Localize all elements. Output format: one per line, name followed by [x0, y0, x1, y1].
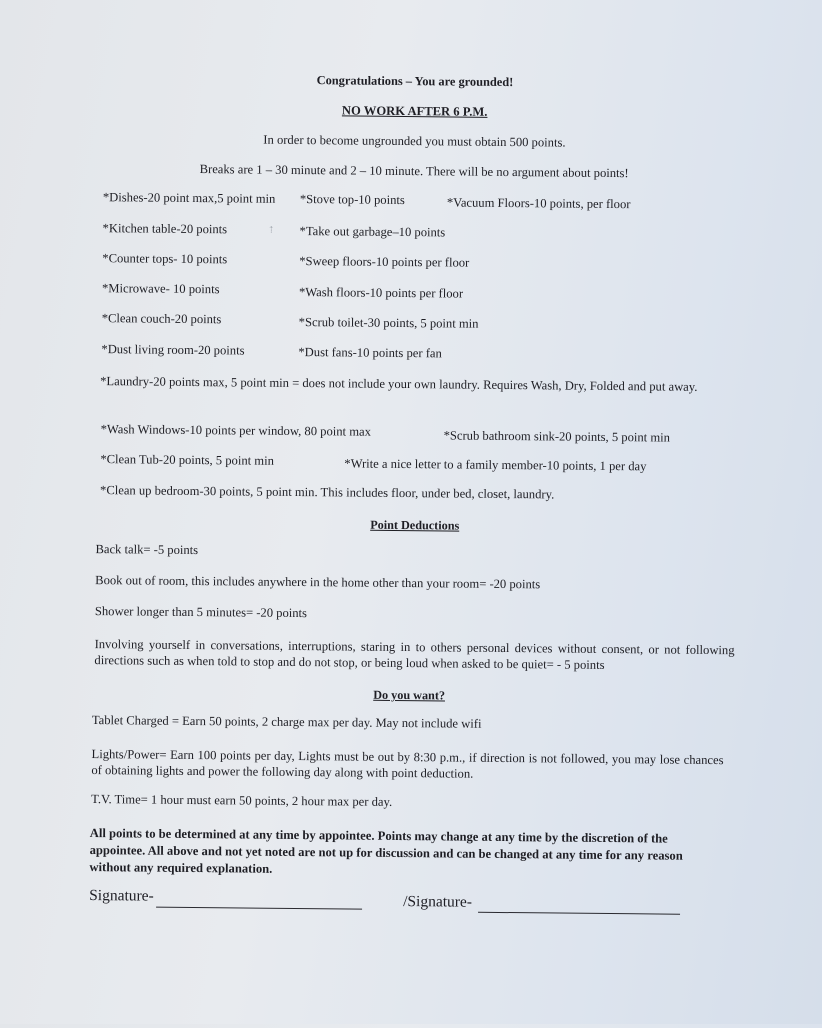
rewards-heading: Do you want? — [373, 687, 446, 703]
smudge-mark: ⇡ — [267, 224, 276, 235]
deduction-out-of-room: Book out of room, this includes anywhere in the home other than your room= -20 points — [95, 573, 541, 592]
deductions-heading: Point Deductions — [370, 517, 460, 533]
deduction-long-shower: Shower longer than 5 minutes= -20 points — [94, 604, 308, 621]
chore-dust-fans: *Dust fans-10 points per fan — [298, 345, 442, 361]
intro-line-1: In order to become ungrounded you must obtain 500 points. — [263, 132, 566, 150]
chore-wash-windows: *Wash Windows-10 points per window, 80 point max — [100, 422, 372, 439]
chore-scrub-toilet: *Scrub toilet-30 points, 5 point min — [298, 315, 479, 331]
chore-dust-living-room: *Dust living room-20 points — [101, 342, 245, 358]
chore-dishes: *Dishes-20 point max,5 point min — [102, 190, 276, 206]
chore-kitchen-table: *Kitchen table-20 points — [102, 221, 228, 237]
document-heading: NO WORK AFTER 6 P.M. — [341, 103, 488, 119]
chore-clean-tub: *Clean Tub-20 points, 5 point min — [100, 452, 274, 468]
intro-line-2: Breaks are 1 – 30 minute and 2 – 10 minute. There will be no argument about points! — [199, 162, 629, 181]
reward-tablet-charged: Tablet Charged = Earn 50 points, 2 charge max per day. May not include wifi — [91, 713, 482, 731]
chore-clean-bedroom: *Clean up bedroom-30 points, 5 point min. This includes floor, under bed, closet, laundry. — [100, 483, 555, 502]
deduction-back-talk: Back talk= -5 points — [95, 542, 199, 558]
chore-sweep-floors: *Sweep floors-10 points per floor — [299, 254, 470, 270]
signature-label-2: /Signature- — [403, 893, 473, 911]
reward-tv-time: T.V. Time= 1 hour must earn 50 points, 2 hour max per day. — [91, 792, 393, 809]
chore-counter-tops: *Counter tops- 10 points — [102, 251, 228, 267]
signature-line-2 — [478, 912, 680, 915]
chore-wash-floors: *Wash floors-10 points per floor — [298, 285, 464, 301]
document-title: Congratulations – You are grounded! — [316, 73, 514, 90]
chore-stove-top: *Stove top-10 points — [299, 192, 405, 208]
disclaimer-paragraph: All points to be determined at any time by appointee. Points may change at any time by the discretion of the appointee. All above and not yet noted are not up for discussion and can be changed at any time for any reason without any required explanation. — [89, 826, 683, 876]
reward-lights-power: Lights/Power= Earn 100 points per day, Lights must be out by 8:30 p.m., if direction is not followed, you may lose chances of obtaining lights and power the following day along with point deduction. — [91, 747, 724, 781]
signature-line-1 — [156, 907, 362, 910]
signature-label-1: Signature- — [89, 887, 154, 905]
chore-laundry: *Laundry-20 points max, 5 point min = does not include your own laundry. Requires Wash, Dry, Folded and put away. — [100, 374, 698, 394]
chore-scrub-bathroom-sink: *Scrub bathroom sink-20 points, 5 point min — [443, 428, 671, 445]
deduction-involving-yourself: Involving yourself in conversations, interruptions, staring in to others personal devices without consent, or not following directions such as when told to stop and do not stop, or being loud when asked to be quiet= - 5 points — [94, 637, 735, 672]
chore-clean-couch: *Clean couch-20 points — [101, 311, 222, 327]
chore-vacuum-floors: *Vacuum Floors-10 points, per floor — [446, 195, 631, 212]
chore-write-letter: *Write a nice letter to a family member-10 points, 1 per day — [344, 456, 647, 474]
chore-take-out-garbage: *Take out garbage–10 points — [299, 224, 446, 240]
chore-microwave: *Microwave- 10 points — [101, 281, 220, 297]
